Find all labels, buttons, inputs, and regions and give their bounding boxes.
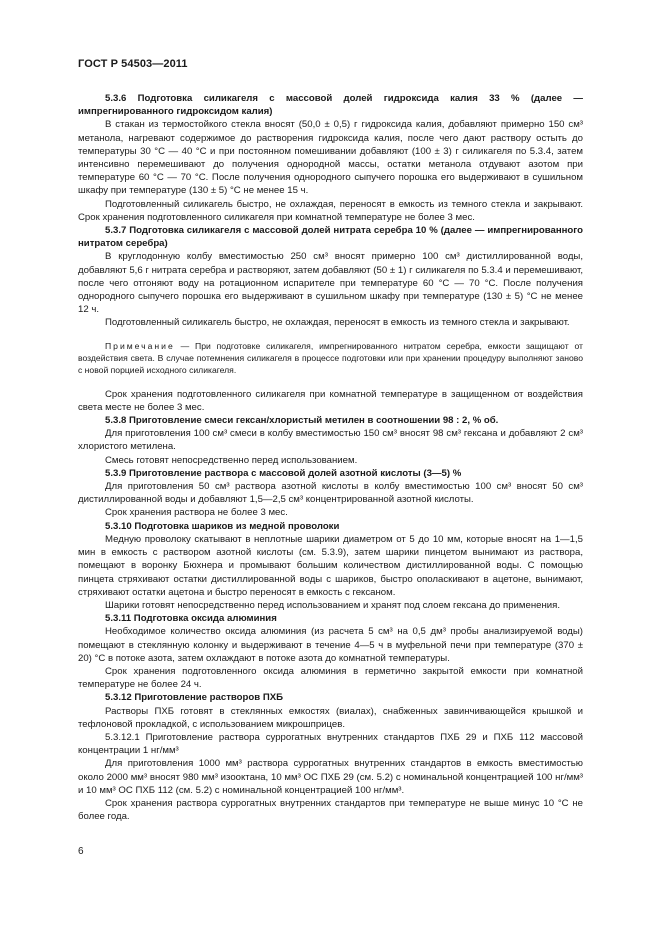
paragraph: Подготовленный силикагель быстро, не охлаждая, переносят в емкость из темного стекла и закрывают. bbox=[105, 317, 570, 329]
page-number: 6 bbox=[78, 846, 84, 857]
section-heading: 5.3.11 Подготовка оксида алюминия bbox=[105, 613, 277, 625]
paragraph: 5.3.12.1 Приготовление раствора суррогатных внутренних стандартов ПХБ 29 и ПХБ 112 массовой концентрации 1 нг/мм³ bbox=[78, 731, 583, 757]
document-body bbox=[78, 92, 583, 823]
paragraph: Шарики готовят непосредственно перед использованием и хранят под слоем гексана до применения. bbox=[105, 599, 560, 611]
paragraph: Для приготовления 50 см³ раствора азотной кислоты в колбу вместимостью 100 см³ вносят 50 см³ дистиллированной воды и добавляют 1,5—2,5 см³ концентрированной азотной кислоты. bbox=[78, 481, 583, 506]
paragraph: Срок хранения подготовленного силикагеля при комнатной температуре в защищенном от воздействия света месте не более 3 мес. bbox=[78, 388, 583, 413]
paragraph: Необходимое количество оксида алюминия (из расчета 5 см³ на 0,5 дм³ пробы анализируемой воды) помещают в стеклянную колонку и выдерживают в течение 4—5 ч в муфельной печи при температуре (370 ± 20) °С в потоке азота, затем охлаждают в потоке азота до комнатной температуры. bbox=[78, 626, 583, 664]
note-text: — При подготовке силикагеля, импрегнированного нитратом серебра, емкости защищают от воздействия света. В случае потемнения силикагеля в процессе подготовки или при хранении процедуру выполняют заново с новой порцией исходного силикагеля. bbox=[78, 340, 583, 375]
section-heading: 5.3.12 Приготовление растворов ПХБ bbox=[105, 692, 284, 704]
standard-header: ГОСТ Р 54503—2011 bbox=[78, 58, 188, 70]
paragraph: Срок хранения раствора не более 3 мес. bbox=[105, 507, 288, 519]
section-heading: 5.3.9 Приготовление раствора с массовой долей азотной кислоты (3—5) % bbox=[105, 467, 462, 479]
paragraph: В круглодонную колбу вместимостью 250 см³ вносят примерно 100 см³ дистиллированной воды, добавляют 5,6 г нитрата серебра и растворяют, затем добавляют (50 ± 1) г силикагеля по 5.3.4 и перемешивают, после чего отгоняют воду на ротационном испарителе при температуре 60 °С — 70 °С. После получения однородного сыпучего порошка его выдерживают в сушильном шкафу при температуре (130 ± 5) °С не менее 12 ч. bbox=[78, 251, 583, 316]
paragraph: Срок хранения раствора суррогатных внутренних стандартов при температуре не выше минус 10 °С не более года. bbox=[78, 797, 583, 823]
paragraph: Растворы ПХБ готовят в стеклянных емкостях (виалах), снабженных завинчивающейся крышкой и тефлоновой прокладкой, с использованием микрошприцев. bbox=[78, 705, 583, 730]
paragraph: Для приготовления 100 см³ смеси в колбу вместимостью 150 см³ вносят 98 см³ гексана и добавляют 2 см³ хлористого метилена. bbox=[78, 428, 583, 453]
paragraph: Медную проволоку скатывают в неплотные шарики диаметром от 5 до 10 мм, которые вносят на 1—1,5 мин в емкость с раствором азотной кислоты (см. 5.3.9), затем шарики пинцетом вынимают из раствора, помещают в воронку Бюхнера и промывают большим количеством дистиллированной воды. С помощью пинцета стряхивают остатки дистиллированной воды с шариков, быстро ополаскивают в ацетоне, вынимают, стряхивают остатки ацетона и быстро переносят в емкость с гексаном. bbox=[78, 533, 583, 598]
paragraph: Подготовленный силикагель быстро, не охлаждая, переносят в емкость из темного стекла и закрывают. Срок хранения подготовленного силикагеля при комнатной температуре не более 3 мес. bbox=[78, 198, 583, 223]
note-label: Примечание bbox=[105, 340, 175, 351]
section-heading: 5.3.8 Приготовление смеси гексан/хлористый метилен в соотношении 98 : 2, % об. bbox=[105, 415, 499, 427]
note bbox=[78, 340, 583, 376]
section-heading: 5.3.6 Подготовка силикагеля с массовой долей гидроксида калия 33 % (далее — импрегнированного гидроксидом калия) bbox=[78, 93, 583, 118]
section-heading: 5.3.10 Подготовка шариков из медной проволоки bbox=[105, 520, 340, 532]
section-heading: 5.3.7 Подготовка силикагеля с массовой долей нитрата серебра 10 % (далее — импрегнированного нитратом серебра) bbox=[78, 225, 583, 250]
paragraph: Срок хранения подготовленного оксида алюминия в герметично закрытой емкости при комнатной температуре не более 24 ч. bbox=[78, 665, 583, 691]
paragraph: Для приготовления 1000 мм³ раствора суррогатных внутренних стандартов в емкость вместимостью около 2000 мм³ вносят 980 мм³ изооктана, 10 мм³ ОС ПХБ 29 (см. 5.2) с номинальной концентрацией 100 нг/мм³ и 10 мм³ ОС ПХБ 112 (см. 5.2) с номинальной концентрацией 100 нг/мм³. bbox=[78, 758, 583, 796]
section-block-2 bbox=[78, 388, 583, 824]
section-block-1 bbox=[78, 92, 583, 330]
paragraph: В стакан из термостойкого стекла вносят (50,0 ± 0,5) г гидроксида калия, добавляют примерно 150 см³ метанола, нагревают содержимое до растворения гидроксида калия, после чего дают раствору остыть до температуры 30 °С — 40 °С и при постоянном помешивании добавляют (100 ± 3) г силикагеля по 5.3.4, затем интенсивно перемешивают до получения однородной массы, остатки метанола отдувают азотом при температуре 60 °С — 70 °С. После получения однородного сыпучего порошка его выдерживают в сушильном шкафу при температуре (130 ± 5) °С не менее 15 ч. bbox=[78, 119, 583, 197]
paragraph: Смесь готовят непосредственно перед использованием. bbox=[105, 454, 358, 466]
